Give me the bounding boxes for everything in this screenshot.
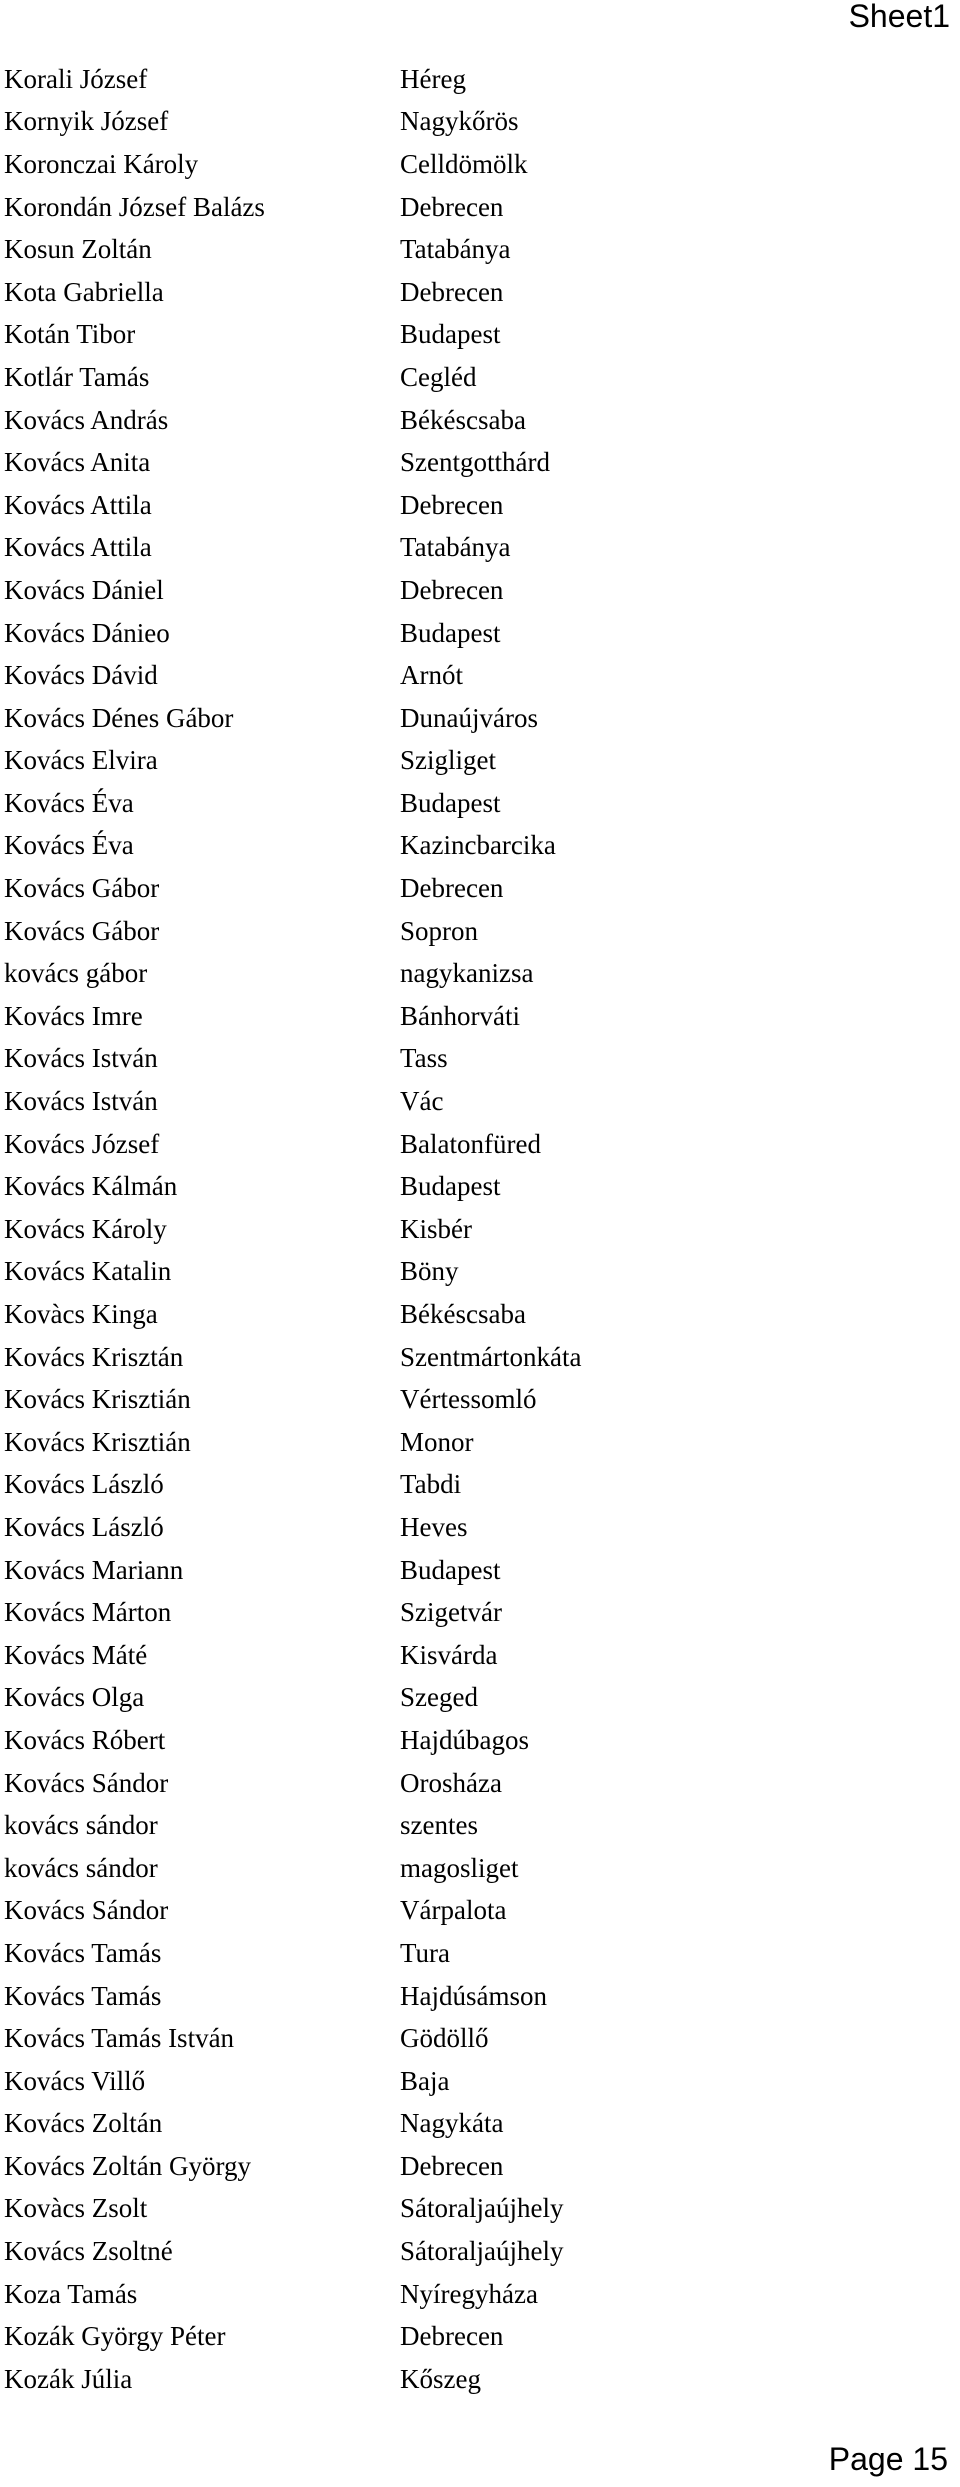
- name-cell: Kovács Dávid: [4, 660, 158, 691]
- name-cell: Kovács Dánieo: [4, 617, 170, 648]
- city-cell: Kőszeg: [400, 2363, 481, 2394]
- city-cell: Nagykőrös: [400, 106, 519, 137]
- city-cell: Dunaújváros: [400, 702, 538, 733]
- city-cell: Balatonfüred: [400, 1128, 541, 1159]
- name-cell: Kovács Tamás: [4, 1980, 162, 2011]
- name-cell: Kovács Krisztán: [4, 1341, 184, 1372]
- table-row: [4, 314, 944, 357]
- table-row: [4, 1208, 944, 1251]
- name-cell: Kovács Éva: [4, 830, 134, 861]
- table-row: [4, 1251, 944, 1294]
- table-row: [4, 1975, 944, 2018]
- city-cell: Kisbér: [400, 1213, 472, 1244]
- table-row: [4, 1293, 944, 1336]
- table-row: [4, 867, 944, 910]
- table-row: [4, 441, 944, 484]
- table-row: [4, 2315, 944, 2358]
- city-cell: Tass: [400, 1043, 448, 1074]
- city-cell: Tatabánya: [400, 234, 511, 265]
- city-cell: Békéscsaba: [400, 1299, 526, 1330]
- table-row: [4, 2230, 944, 2273]
- name-cell: Koronczai Károly: [4, 148, 199, 179]
- table-row: [4, 1165, 944, 1208]
- city-cell: Tatabánya: [400, 532, 511, 563]
- name-cell: Kovács Elvira: [4, 745, 158, 776]
- name-cell: Kovács Imre: [4, 1000, 143, 1031]
- name-cell: Kovács Gábor: [4, 915, 160, 946]
- name-cell: Kovács Villő: [4, 2065, 146, 2096]
- city-cell: Budapest: [400, 1554, 501, 1585]
- city-cell: Vác: [400, 1086, 444, 1117]
- table-row: [4, 1634, 944, 1677]
- name-cell: Korali József: [4, 63, 148, 94]
- city-cell: Szigetvár: [400, 1597, 502, 1628]
- table-row: [4, 1677, 944, 1720]
- table-row: [4, 143, 944, 186]
- table-row: [4, 484, 944, 527]
- city-cell: Kazincbarcika: [400, 830, 556, 861]
- name-cell: Kovács Éva: [4, 787, 134, 818]
- table-row: [4, 1890, 944, 1933]
- table-row: [4, 697, 944, 740]
- table-row: [4, 910, 944, 953]
- name-cell: Kovács András: [4, 404, 169, 435]
- table-row: [4, 1038, 944, 1081]
- city-cell: Tabdi: [400, 1469, 462, 1500]
- name-cell: Kovács Katalin: [4, 1256, 172, 1287]
- name-cell: Kovács Zoltán: [4, 2108, 163, 2139]
- name-cell: kovács sándor: [4, 1810, 158, 1841]
- city-cell: Sátoraljaújhely: [400, 2193, 564, 2224]
- name-cell: Kovács Tamás: [4, 1937, 162, 1968]
- name-cell: Kovács István: [4, 1086, 158, 1117]
- city-cell: Heves: [400, 1511, 468, 1542]
- city-cell: Nagykáta: [400, 2108, 504, 2139]
- name-cell: Kosun Zoltán: [4, 234, 152, 265]
- city-cell: Szeged: [400, 1682, 478, 1713]
- city-cell: Szentgotthárd: [400, 447, 550, 478]
- name-cell: Kornyik József: [4, 106, 169, 137]
- name-cell: Kovács Dániel: [4, 574, 164, 605]
- city-cell: Gödöllő: [400, 2023, 489, 2054]
- table-row: [4, 952, 944, 995]
- name-cell: Kovács Róbert: [4, 1724, 166, 1755]
- city-cell: Böny: [400, 1256, 459, 1287]
- name-cell: Kovács László: [4, 1511, 164, 1542]
- city-cell: Várpalota: [400, 1895, 507, 1926]
- data-table: [4, 58, 944, 2401]
- table-row: [4, 2188, 944, 2231]
- table-row: [4, 1080, 944, 1123]
- table-row: [4, 1847, 944, 1890]
- name-cell: Kovács Márton: [4, 1597, 172, 1628]
- city-cell: Orosháza: [400, 1767, 502, 1798]
- city-cell: Hajdúsámson: [400, 1980, 547, 2011]
- table-row: [4, 1464, 944, 1507]
- city-cell: Debrecen: [400, 2321, 504, 2352]
- name-cell: Kovács László: [4, 1469, 164, 1500]
- name-cell: Kovács Tamás István: [4, 2023, 235, 2054]
- name-cell: Kovács Dénes Gábor: [4, 702, 234, 733]
- table-row: [4, 1123, 944, 1166]
- table-row: [4, 825, 944, 868]
- name-cell: Kovàcs Kinga: [4, 1299, 158, 1330]
- city-cell: Debrecen: [400, 2150, 504, 2181]
- table-row: [4, 1506, 944, 1549]
- name-cell: Kovács Sándor: [4, 1895, 169, 1926]
- city-cell: Vértessomló: [400, 1384, 537, 1415]
- city-cell: Baja: [400, 2065, 450, 2096]
- table-row: [4, 1591, 944, 1634]
- table-row: [4, 1421, 944, 1464]
- city-cell: Sátoraljaújhely: [400, 2236, 564, 2267]
- table-row: [4, 356, 944, 399]
- name-cell: Kovács Sándor: [4, 1767, 169, 1798]
- name-cell: kovács sándor: [4, 1852, 158, 1883]
- name-cell: Kovács Károly: [4, 1213, 167, 1244]
- city-cell: Békéscsaba: [400, 404, 526, 435]
- name-cell: Kozák Júlia: [4, 2363, 133, 2394]
- table-row: [4, 1762, 944, 1805]
- name-cell: Kovács István: [4, 1043, 158, 1074]
- name-cell: Kovács Attila: [4, 489, 152, 520]
- table-row: [4, 1336, 944, 1379]
- table-row: [4, 527, 944, 570]
- table-row: [4, 2273, 944, 2316]
- city-cell: Nyíregyháza: [400, 2278, 538, 2309]
- table-row: [4, 612, 944, 655]
- table-row: [4, 1804, 944, 1847]
- name-cell: Koza Tamás: [4, 2278, 138, 2309]
- table-row: [4, 1378, 944, 1421]
- name-cell: Kotlár Tamás: [4, 361, 150, 392]
- city-cell: Hajdúbagos: [400, 1724, 529, 1755]
- city-cell: Budapest: [400, 319, 501, 350]
- name-cell: kovács gábor: [4, 958, 148, 989]
- name-cell: Kovács József: [4, 1128, 160, 1159]
- city-cell: magosliget: [400, 1852, 519, 1883]
- city-cell: Debrecen: [400, 574, 504, 605]
- name-cell: Kozák György Péter: [4, 2321, 226, 2352]
- name-cell: Kovàcs Zsolt: [4, 2193, 148, 2224]
- name-cell: Kovács Krisztián: [4, 1426, 191, 1457]
- table-row: [4, 271, 944, 314]
- city-cell: Cegléd: [400, 361, 477, 392]
- table-row: [4, 654, 944, 697]
- name-cell: Kovács Máté: [4, 1639, 148, 1670]
- table-row: [4, 2145, 944, 2188]
- name-cell: Kovács Olga: [4, 1682, 145, 1713]
- table-row: [4, 58, 944, 101]
- table-row: [4, 1549, 944, 1592]
- city-cell: Sopron: [400, 915, 479, 946]
- city-cell: Celldömölk: [400, 148, 528, 179]
- name-cell: Kovács Mariann: [4, 1554, 184, 1585]
- city-cell: nagykanizsa: [400, 958, 534, 989]
- city-cell: Héreg: [400, 63, 466, 94]
- city-cell: Budapest: [400, 1171, 501, 1202]
- city-cell: Bánhorváti: [400, 1000, 520, 1031]
- city-cell: Debrecen: [400, 191, 504, 222]
- table-row: [4, 228, 944, 271]
- name-cell: Kovács Gábor: [4, 873, 160, 904]
- city-cell: Szentmártonkáta: [400, 1341, 582, 1372]
- city-cell: Debrecen: [400, 276, 504, 307]
- city-cell: Debrecen: [400, 489, 504, 520]
- city-cell: Arnót: [400, 660, 463, 691]
- name-cell: Korondán József Balázs: [4, 191, 265, 222]
- city-cell: Budapest: [400, 617, 501, 648]
- table-row: [4, 1719, 944, 1762]
- table-row: [4, 2017, 944, 2060]
- name-cell: Kovács Attila: [4, 532, 152, 563]
- page-number: Page 15: [828, 2441, 948, 2477]
- city-cell: Budapest: [400, 787, 501, 818]
- name-cell: Kovács Kálmán: [4, 1171, 178, 1202]
- table-row: [4, 186, 944, 229]
- table-row: [4, 740, 944, 783]
- table-row: [4, 1932, 944, 1975]
- table-row: [4, 399, 944, 442]
- sheet-title: Sheet1: [848, 0, 950, 34]
- table-row: [4, 782, 944, 825]
- name-cell: Kovács Zsoltné: [4, 2236, 173, 2267]
- table-row: [4, 2103, 944, 2146]
- city-cell: Tura: [400, 1937, 451, 1968]
- city-cell: Kisvárda: [400, 1639, 498, 1670]
- table-row: [4, 2358, 944, 2401]
- name-cell: Kovács Anita: [4, 447, 151, 478]
- table-row: [4, 101, 944, 144]
- table-row: [4, 2060, 944, 2103]
- city-cell: Szigliget: [400, 745, 496, 776]
- city-cell: Debrecen: [400, 873, 504, 904]
- city-cell: Monor: [400, 1426, 474, 1457]
- name-cell: Kovács Krisztián: [4, 1384, 191, 1415]
- table-row: [4, 569, 944, 612]
- city-cell: szentes: [400, 1810, 478, 1841]
- name-cell: Kota Gabriella: [4, 276, 164, 307]
- table-row: [4, 995, 944, 1038]
- name-cell: Kotán Tibor: [4, 319, 136, 350]
- name-cell: Kovács Zoltán György: [4, 2150, 251, 2181]
